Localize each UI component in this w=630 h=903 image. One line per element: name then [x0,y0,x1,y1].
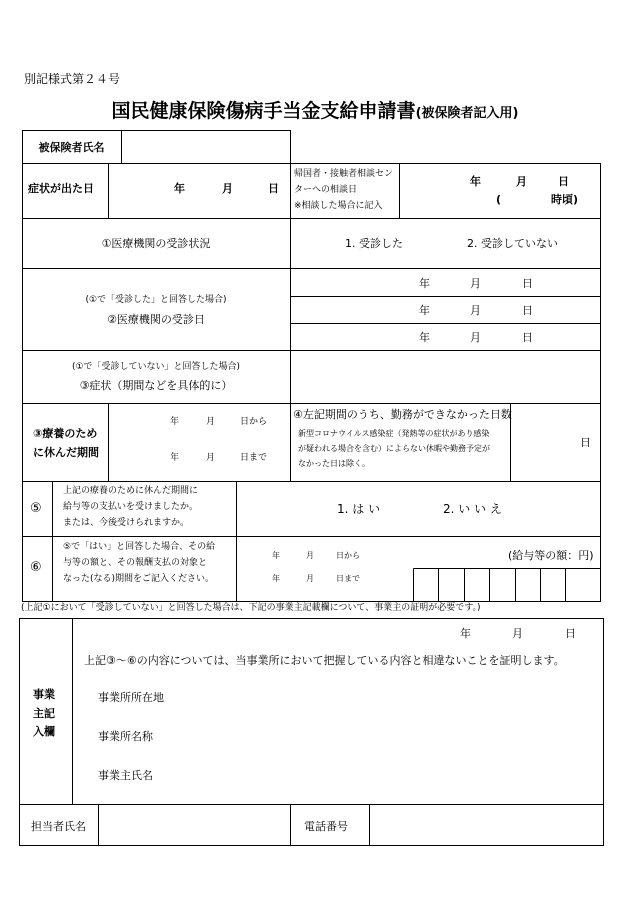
q4-from-month: 月 [206,417,216,427]
q4-rest-period-label: ③療養のため に休んだ期間 [33,427,99,459]
q4-absent-days-unit: 日 [580,436,591,449]
employer-year: 年 [460,627,471,640]
employer-day: 日 [565,627,576,640]
q1-option-visited[interactable]: 1. 受診した [345,237,403,250]
onset-year: 年 [174,182,185,195]
form-subtitle: (被保険者記入用) [415,106,519,121]
consult-day: 日 [558,175,569,188]
q2-day-2: 日 [522,304,533,317]
q3-symptom-field[interactable] [291,351,600,403]
person-in-charge-label: 担当者氏名 [31,820,86,833]
q2-month-3: 月 [470,331,481,344]
consult-date-label: 帰国者・接触者相談セン ターへの相談日 ※相談した場合に記入 [294,169,394,212]
q2-day-1: 日 [522,277,533,290]
employer-owner-name-field[interactable] [200,762,600,792]
consult-month: 月 [516,175,527,188]
phone-number-field[interactable] [370,805,603,845]
q6-number: ⑥ [30,560,42,575]
consult-time-close: 時頃) [551,193,579,206]
employer-section-note: (上記①において「受診していない」と回答した場合は、下記の事業主記載欄について、事業主の証明が必要です。) [21,603,481,613]
q4-until-year: 年 [170,453,180,463]
q6-until-year: 年 [272,574,280,583]
q5-question: 上記の療養のために休んだ期間に 給与等の支払いを受けましたか。 または、今後受けられますか。 [63,486,199,528]
q4-until-label: 日まで [240,453,268,463]
person-in-charge-field[interactable] [99,805,290,845]
employer-address-label: 事業所所在地 [98,691,164,704]
q3-note: (①で「受診していない」と回答した場合) [71,362,241,372]
q2-month-2: 月 [470,304,481,317]
q6-until-label: 日まで [336,574,360,583]
consult-year: 年 [470,175,481,188]
q4-from-year: 年 [170,417,180,427]
q6-from-year: 年 [272,551,280,560]
q5-option-yes[interactable]: 1. は い [337,502,381,516]
employer-company-name-field[interactable] [200,723,600,753]
q6-until-month: 月 [306,574,314,583]
q6-question: ⑤で「はい」と回答した場合、その給 与等の額と、その報酬支払の対象と なった(なる)期間をご記入ください。 [63,542,216,584]
employer-month: 月 [512,627,523,640]
insured-name-field[interactable] [122,131,290,163]
q2-year-3: 年 [419,331,430,344]
q2-label: ②医療機関の受診日 [107,313,205,326]
q5-number: ⑤ [30,501,42,516]
q6-from-month: 月 [306,551,314,560]
onset-date-field[interactable] [109,164,290,218]
form-title: 国民健康保険傷病手当金支給申請書(被保険者記入用) [111,100,519,122]
q6-amount-label: (給与等の額：円) [508,549,594,562]
q2-note: (①で「受診した」と回答した場合) [85,295,227,305]
insured-name-label: 被保険者氏名 [38,141,105,154]
q2-month-1: 月 [470,277,481,290]
employer-certification-text: 上記③～⑥の内容については、当事業所において把握している内容と相違ないことを証明します。 [84,654,565,667]
onset-month: 月 [222,182,233,195]
phone-number-label: 電話番号 [304,820,348,833]
form-number: 別記様式第２４号 [24,72,121,86]
q6-from-label: 日から [336,551,360,560]
employer-company-name-label: 事業所名称 [98,730,153,743]
q2-year-1: 年 [419,277,430,290]
employer-section-label: 事業 主記 入欄 [33,688,55,739]
q1-option-not-visited[interactable]: 2. 受診していない [467,237,558,250]
q4-from-label: 日から [240,417,268,427]
onset-date-label: 症状が出た日 [28,182,94,195]
employer-address-field[interactable] [200,684,600,714]
q4-absent-days-note: 新型コロナウイルス感染症（発熱等の症状があり感染 が疑われる場合を含む）によらない休暇や勤務予定が なかった日は除く。 [298,429,490,469]
employer-owner-name-label: 事業主氏名 [98,769,153,782]
q1-label: ①医療機関の受診状況 [101,237,211,250]
q5-option-no[interactable]: 2. い い え [443,502,502,516]
onset-day: 日 [268,182,279,195]
q6-amount-field[interactable] [414,569,600,601]
consult-time-open: ( [496,193,502,206]
q4-until-month: 月 [206,453,216,463]
q2-year-2: 年 [419,304,430,317]
q3-label: ③症状（期間などを具体的に） [79,379,233,392]
q2-day-3: 日 [522,331,533,344]
q4-absent-days-label: ④左記期間のうち、勤務ができなかった日数 [293,408,512,421]
